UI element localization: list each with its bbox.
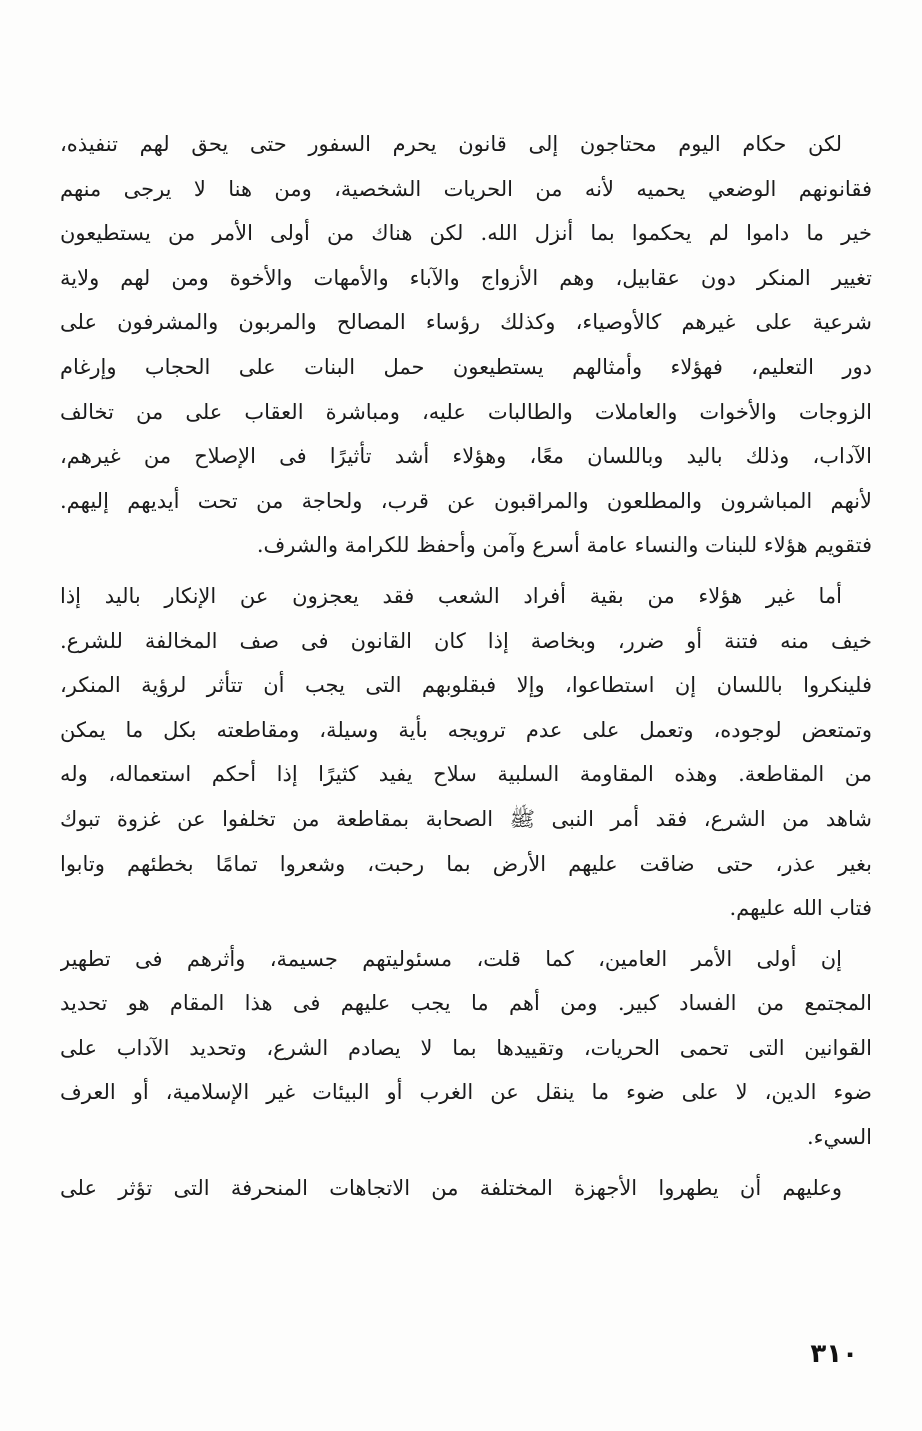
text-line: لأنهم المباشرون والمطلعون والمراقبون عن قرب، ولحاجة من تحت أيديهم إليهم. <box>60 488 872 513</box>
text-line: الزوجات والأخوات والعاملات والطالبات عليه، ومباشرة العقاب على من تخالف <box>60 399 872 424</box>
text-line: خيف منه فتنة أو ضرر، وبخاصة إذا كان القانون فى صف المخالفة للشرع. <box>60 628 872 653</box>
text-line: أما غير هؤلاء من بقية أفراد الشعب فقد يعجزون عن الإنكار باليد إذا <box>60 583 842 608</box>
text-line: الآداب، وذلك باليد وباللسان معًا، وهؤلاء أشد تأثيرًا فى الإصلاح من غيرهم، <box>60 444 872 469</box>
text-line: تغيير المنكر دون عقابيل، وهم الأزواج والآباء والأمهات والأخوة ومن لهم ولاية <box>60 265 872 290</box>
text-line: السيء. <box>806 1125 872 1150</box>
text-line: وعليهم أن يطهروا الأجهزة المختلفة من الاتجاهات المنحرفة التى تؤثر على <box>60 1175 842 1200</box>
text-line: شرعية على غيرهم كالأوصياء، وكذلك رؤساء المصالح والمربون والمشرفون على <box>60 310 872 335</box>
text-line: فقانونهم الوضعي يحميه لأنه من الحريات الشخصية، ومن هنا لا يرجى منهم <box>60 176 872 201</box>
text-line: بغير عذر، حتى ضاقت عليهم الأرض بما رحبت، وشعروا تمامًا بخطئهم وتابوا <box>60 851 872 876</box>
text-line: ضوء الدين، لا على ضوء ما ينقل عن الغرب أو البيئات غير الإسلامية، أو العرف <box>60 1080 872 1105</box>
text-line: وتمتعض لوجوده، وتعمل على عدم ترويجه بأية وسيلة، ومقاطعته بكل ما يمكن <box>60 717 872 742</box>
paragraph-2 <box>60 574 872 931</box>
text-line: فلينكروا باللسان إن استطاعوا، وإلا فبقلوبهم التى يجب أن تتأثر لرؤية المنكر، <box>60 673 872 698</box>
text-line: خير ما داموا لم يحكموا بما أنزل الله. لكن هناك من أولى الأمر من يستطيعون <box>60 221 872 246</box>
text-line: لكن حكام اليوم محتاجون إلى قانون يحرم السفور حتى يحق لهم تنفيذه، <box>60 132 842 156</box>
text-line: من المقاطعة. وهذه المقاومة السلبية سلاح يفيد كثيرًا إذا أحكم استعماله، وله <box>60 762 872 787</box>
page-number: ٣١٠ <box>810 1339 858 1369</box>
paragraph-4 <box>60 1166 872 1211</box>
text-line: إن أولى الأمر العامين، كما قلت، مسئوليتهم جسيمة، وأثرهم فى تطهير <box>60 946 842 971</box>
paragraph-1 <box>60 122 872 568</box>
text-line: فتاب الله عليهم. <box>729 896 872 921</box>
text-line: القوانين التى تحمى الحريات، وتقييدها بما لا يصادم الشرع، وتحديد الآداب على <box>60 1035 872 1060</box>
paragraph-3 <box>60 937 872 1160</box>
text-line: المجتمع من الفساد كبير. ومن أهم ما يجب عليهم فى هذا المقام هو تحديد <box>60 991 872 1016</box>
body-text <box>60 122 872 1210</box>
text-line: فتقويم هؤلاء للبنات والنساء عامة أسرع وآمن وأحفظ للكرامة والشرف. <box>256 533 872 558</box>
text-line: دور التعليم، فهؤلاء وأمثالهم يستطيعون حمل البنات على الحجاب وإرغام <box>60 354 872 379</box>
text-line: شاهد من الشرع، فقد أمر النبى ﷺ الصحابة بمقاطعة من تخلفوا عن غزوة تبوك <box>60 806 872 831</box>
